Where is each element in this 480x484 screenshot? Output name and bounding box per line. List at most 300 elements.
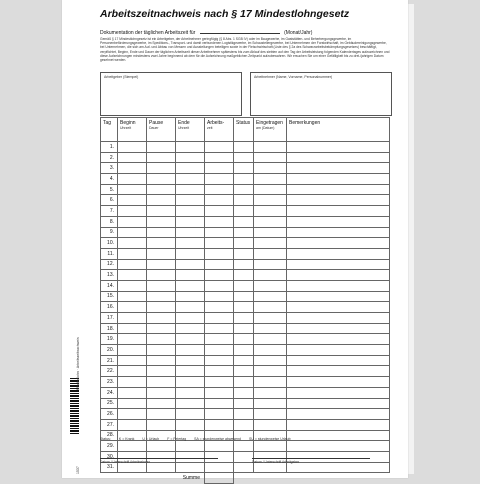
entry-cell[interactable] bbox=[254, 238, 287, 249]
entry-cell[interactable] bbox=[147, 355, 176, 366]
table-row bbox=[101, 323, 390, 334]
order-number: 1537 bbox=[76, 466, 80, 474]
entry-cell[interactable] bbox=[234, 227, 254, 238]
documentation-suffix: (Monat/Jahr) bbox=[284, 30, 313, 36]
entry-cell[interactable] bbox=[205, 377, 234, 388]
entry-cell[interactable] bbox=[254, 441, 287, 452]
employee-box-label: Arbeitnehmer (Name, Vorname, Personalnummer) bbox=[254, 75, 333, 79]
entry-cell[interactable] bbox=[205, 174, 234, 185]
day-number: 16. bbox=[101, 302, 118, 313]
entry-cell[interactable] bbox=[176, 206, 205, 217]
entry-cell[interactable] bbox=[254, 142, 287, 153]
entry-cell[interactable] bbox=[287, 174, 390, 185]
day-number: 12. bbox=[101, 259, 118, 270]
legend-item: SU = stundenweise Urlaub bbox=[248, 437, 291, 441]
entry-cell[interactable] bbox=[254, 195, 287, 206]
entry-cell[interactable] bbox=[176, 259, 205, 270]
entry-cell[interactable] bbox=[287, 366, 390, 377]
entry-cell[interactable] bbox=[287, 142, 390, 153]
employer-signature-line[interactable]: Datum / Unterschrift Arbeitgeber bbox=[252, 458, 370, 464]
entry-cell[interactable] bbox=[234, 409, 254, 420]
entry-cell[interactable] bbox=[118, 259, 147, 270]
entry-cell[interactable] bbox=[254, 323, 287, 334]
entry-cell[interactable] bbox=[254, 152, 287, 163]
entry-cell[interactable] bbox=[176, 195, 205, 206]
entry-cell[interactable] bbox=[234, 216, 254, 227]
entry-cell[interactable] bbox=[176, 441, 205, 452]
table-row bbox=[101, 302, 390, 313]
column-header bbox=[147, 118, 176, 142]
entry-cell[interactable] bbox=[147, 184, 176, 195]
day-number: 28. bbox=[101, 430, 118, 441]
entry-cell[interactable] bbox=[176, 270, 205, 281]
entry-cell[interactable] bbox=[205, 387, 234, 398]
entry-cell[interactable] bbox=[234, 163, 254, 174]
entry-cell[interactable] bbox=[147, 163, 176, 174]
entry-cell[interactable] bbox=[205, 366, 234, 377]
entry-cell[interactable] bbox=[118, 345, 147, 356]
entry-cell[interactable] bbox=[118, 334, 147, 345]
day-number: 5. bbox=[101, 184, 118, 195]
entry-cell[interactable] bbox=[205, 313, 234, 324]
entry-cell[interactable] bbox=[147, 142, 176, 153]
entry-cell[interactable] bbox=[234, 441, 254, 452]
entry-cell[interactable] bbox=[176, 238, 205, 249]
table-row bbox=[101, 345, 390, 356]
entry-cell[interactable] bbox=[147, 259, 176, 270]
column-header-label: Status bbox=[236, 120, 251, 126]
entry-cell[interactable] bbox=[147, 387, 176, 398]
day-number: 31. bbox=[101, 462, 118, 473]
entry-cell[interactable] bbox=[287, 398, 390, 409]
legend-item: F = Feiertag bbox=[167, 437, 187, 441]
entry-cell[interactable] bbox=[234, 377, 254, 388]
table-header-row bbox=[101, 118, 390, 142]
entry-cell[interactable] bbox=[287, 313, 390, 324]
table-row bbox=[101, 152, 390, 163]
entry-cell[interactable] bbox=[147, 238, 176, 249]
column-header-sub: Dauer bbox=[149, 126, 159, 130]
day-number: 3. bbox=[101, 163, 118, 174]
entry-cell[interactable] bbox=[254, 366, 287, 377]
entry-cell[interactable] bbox=[234, 195, 254, 206]
entry-cell[interactable] bbox=[147, 195, 176, 206]
sum-row bbox=[101, 473, 390, 484]
table-row bbox=[101, 313, 390, 324]
entry-cell[interactable] bbox=[147, 291, 176, 302]
entry-cell[interactable] bbox=[287, 163, 390, 174]
day-number: 8. bbox=[101, 216, 118, 227]
entry-cell[interactable] bbox=[287, 238, 390, 249]
entry-cell[interactable] bbox=[147, 419, 176, 430]
sum-cell[interactable] bbox=[205, 473, 234, 484]
entry-cell[interactable] bbox=[205, 345, 234, 356]
entry-cell[interactable] bbox=[254, 227, 287, 238]
entry-cell[interactable] bbox=[287, 334, 390, 345]
entry-cell[interactable] bbox=[205, 355, 234, 366]
day-number: 22. bbox=[101, 366, 118, 377]
day-number: 9. bbox=[101, 227, 118, 238]
entry-cell[interactable] bbox=[205, 291, 234, 302]
side-print-text: Mindestlohn · Arbeitszeitnachweis bbox=[76, 337, 80, 390]
entry-cell[interactable] bbox=[176, 184, 205, 195]
entry-cell[interactable] bbox=[287, 291, 390, 302]
entry-cell[interactable] bbox=[176, 291, 205, 302]
entry-cell[interactable] bbox=[147, 152, 176, 163]
day-number: 23. bbox=[101, 377, 118, 388]
entry-cell[interactable] bbox=[176, 366, 205, 377]
entry-cell[interactable] bbox=[287, 377, 390, 388]
column-header-sub: am (Datum) bbox=[256, 126, 275, 130]
legend-item: Status: bbox=[100, 437, 111, 441]
entry-cell[interactable] bbox=[147, 409, 176, 420]
entry-cell[interactable] bbox=[234, 323, 254, 334]
entry-cell[interactable] bbox=[118, 398, 147, 409]
table-row bbox=[101, 195, 390, 206]
entry-cell[interactable] bbox=[118, 248, 147, 259]
table-row bbox=[101, 398, 390, 409]
entry-cell[interactable] bbox=[176, 216, 205, 227]
entry-cell[interactable] bbox=[176, 302, 205, 313]
entry-cell[interactable] bbox=[287, 323, 390, 334]
entry-cell[interactable] bbox=[205, 195, 234, 206]
entry-cell[interactable] bbox=[205, 248, 234, 259]
entry-cell[interactable] bbox=[205, 334, 234, 345]
table-row bbox=[101, 270, 390, 281]
entry-cell[interactable] bbox=[147, 377, 176, 388]
employer-box[interactable] bbox=[100, 72, 242, 116]
entry-cell[interactable] bbox=[205, 441, 234, 452]
entry-cell[interactable] bbox=[118, 206, 147, 217]
entry-cell[interactable] bbox=[234, 419, 254, 430]
entry-cell[interactable] bbox=[287, 206, 390, 217]
entry-cell[interactable] bbox=[254, 419, 287, 430]
day-number: 30. bbox=[101, 451, 118, 462]
entry-cell[interactable] bbox=[254, 216, 287, 227]
entry-cell[interactable] bbox=[287, 409, 390, 420]
column-header-label: Pause bbox=[149, 120, 164, 126]
entry-cell[interactable] bbox=[118, 174, 147, 185]
day-number: 25. bbox=[101, 398, 118, 409]
entry-cell[interactable] bbox=[287, 270, 390, 281]
column-header-label: Beginn bbox=[120, 120, 136, 126]
entry-cell[interactable] bbox=[147, 174, 176, 185]
entry-cell[interactable] bbox=[118, 163, 147, 174]
entry-cell[interactable] bbox=[234, 184, 254, 195]
entry-cell[interactable] bbox=[287, 259, 390, 270]
entry-cell[interactable] bbox=[118, 387, 147, 398]
entry-cell[interactable] bbox=[176, 398, 205, 409]
entry-cell[interactable] bbox=[205, 152, 234, 163]
column-header-label: Ende bbox=[178, 120, 190, 126]
entry-cell[interactable] bbox=[118, 323, 147, 334]
column-header-sub: Uhrzeit bbox=[120, 126, 132, 130]
entry-cell[interactable] bbox=[147, 323, 176, 334]
entry-cell[interactable] bbox=[176, 174, 205, 185]
entry-cell[interactable] bbox=[287, 152, 390, 163]
documentation-line bbox=[100, 30, 390, 36]
entry-cell[interactable] bbox=[147, 366, 176, 377]
form-title: Arbeitszeitnachweis nach § 17 Mindestlohngesetz bbox=[100, 8, 350, 20]
column-header-label: Arbeits- bbox=[207, 120, 225, 126]
day-number: 26. bbox=[101, 409, 118, 420]
entry-cell[interactable] bbox=[205, 259, 234, 270]
entry-cell[interactable] bbox=[176, 355, 205, 366]
entry-cell[interactable] bbox=[176, 248, 205, 259]
day-number: 4. bbox=[101, 174, 118, 185]
entry-cell[interactable] bbox=[147, 270, 176, 281]
legend-item: K = Krank bbox=[118, 437, 135, 441]
table-row bbox=[101, 184, 390, 195]
entry-cell[interactable] bbox=[254, 206, 287, 217]
table-row bbox=[101, 238, 390, 249]
entry-cell[interactable] bbox=[118, 409, 147, 420]
day-number: 6. bbox=[101, 195, 118, 206]
entry-cell[interactable] bbox=[254, 377, 287, 388]
table-row bbox=[101, 227, 390, 238]
entry-cell[interactable] bbox=[147, 227, 176, 238]
entry-cell[interactable] bbox=[234, 270, 254, 281]
day-number: 13. bbox=[101, 270, 118, 281]
entry-cell[interactable] bbox=[234, 302, 254, 313]
entry-cell[interactable] bbox=[118, 441, 147, 452]
entry-cell[interactable] bbox=[254, 302, 287, 313]
entry-cell[interactable] bbox=[254, 387, 287, 398]
column-header bbox=[205, 118, 234, 142]
entry-cell[interactable] bbox=[254, 313, 287, 324]
entry-cell[interactable] bbox=[205, 419, 234, 430]
column-header-label: Bemerkungen bbox=[289, 120, 321, 126]
entry-cell[interactable] bbox=[234, 462, 254, 473]
entry-cell[interactable] bbox=[118, 184, 147, 195]
entry-cell[interactable] bbox=[176, 313, 205, 324]
table-row bbox=[101, 280, 390, 291]
entry-cell[interactable] bbox=[118, 302, 147, 313]
day-number: 7. bbox=[101, 206, 118, 217]
employee-box[interactable] bbox=[250, 72, 392, 116]
day-number: 21. bbox=[101, 355, 118, 366]
sum-label: Summe bbox=[182, 475, 200, 482]
entry-cell[interactable] bbox=[234, 451, 254, 462]
entry-cell[interactable] bbox=[205, 216, 234, 227]
entry-cell[interactable] bbox=[205, 280, 234, 291]
entry-cell[interactable] bbox=[287, 216, 390, 227]
entry-cell[interactable] bbox=[254, 291, 287, 302]
entry-cell[interactable] bbox=[254, 248, 287, 259]
documentation-prefix: Dokumentation der täglichen Arbeitszeit für bbox=[100, 30, 196, 36]
entry-cell[interactable] bbox=[234, 152, 254, 163]
entry-cell[interactable] bbox=[234, 280, 254, 291]
entry-cell[interactable] bbox=[147, 302, 176, 313]
entry-cell[interactable] bbox=[234, 398, 254, 409]
entry-cell[interactable] bbox=[118, 216, 147, 227]
entry-cell[interactable] bbox=[118, 227, 147, 238]
entry-cell[interactable] bbox=[147, 248, 176, 259]
entry-cell[interactable] bbox=[254, 270, 287, 281]
entry-cell[interactable] bbox=[147, 206, 176, 217]
day-number: 1. bbox=[101, 142, 118, 153]
entry-cell[interactable] bbox=[254, 163, 287, 174]
entry-cell[interactable] bbox=[176, 419, 205, 430]
entry-cell[interactable] bbox=[205, 142, 234, 153]
day-number: 29. bbox=[101, 441, 118, 452]
table-row bbox=[101, 409, 390, 420]
entry-cell[interactable] bbox=[205, 206, 234, 217]
month-year-field[interactable] bbox=[200, 33, 280, 34]
entry-cell[interactable] bbox=[254, 280, 287, 291]
entry-cell[interactable] bbox=[287, 345, 390, 356]
entry-cell[interactable] bbox=[176, 227, 205, 238]
table-row bbox=[101, 206, 390, 217]
entry-cell[interactable] bbox=[287, 419, 390, 430]
legend-item: U = Urlaub bbox=[142, 437, 160, 441]
entry-cell[interactable] bbox=[234, 355, 254, 366]
entry-cell[interactable] bbox=[254, 184, 287, 195]
column-header bbox=[287, 118, 390, 142]
column-header bbox=[254, 118, 287, 142]
entry-cell[interactable] bbox=[176, 280, 205, 291]
entry-cell[interactable] bbox=[118, 270, 147, 281]
entry-cell[interactable] bbox=[147, 441, 176, 452]
entry-cell[interactable] bbox=[287, 441, 390, 452]
day-number: 2. bbox=[101, 152, 118, 163]
entry-cell[interactable] bbox=[205, 302, 234, 313]
entry-cell[interactable] bbox=[234, 334, 254, 345]
entry-cell[interactable] bbox=[118, 152, 147, 163]
entry-cell[interactable] bbox=[147, 398, 176, 409]
entry-cell[interactable] bbox=[176, 345, 205, 356]
table-row bbox=[101, 174, 390, 185]
entry-cell[interactable] bbox=[147, 334, 176, 345]
entry-cell[interactable] bbox=[234, 206, 254, 217]
sum-row-blank bbox=[234, 473, 390, 484]
entry-cell[interactable] bbox=[176, 142, 205, 153]
entry-cell[interactable] bbox=[118, 238, 147, 249]
status-legend bbox=[100, 437, 390, 441]
day-number: 15. bbox=[101, 291, 118, 302]
table-row bbox=[101, 142, 390, 153]
entry-cell[interactable] bbox=[234, 387, 254, 398]
column-header bbox=[176, 118, 205, 142]
entry-cell[interactable] bbox=[234, 238, 254, 249]
entry-cell[interactable] bbox=[205, 238, 234, 249]
entry-cell[interactable] bbox=[205, 184, 234, 195]
entry-cell[interactable] bbox=[118, 280, 147, 291]
table-row bbox=[101, 355, 390, 366]
day-number: 19. bbox=[101, 334, 118, 345]
entry-cell[interactable] bbox=[176, 152, 205, 163]
intro-paragraph: Gemäß § 17 Mindestlohngesetz ist ein Arbeitgeber, der Arbeitnehmer geringfügig (§ 8 Abs. 1 SGB IV) oder im Baugewerbe, im Gaststätten- und Beherbergungsgewerbe, im Personenbeförderungsgewerbe, im Speditions-, Transport- und damit verbundenen Logistikgewerbe, im Schaustellergewerbe, bei Unternehmen der Forstwirtschaft, im Gebäudereinigungsgewerbe, bei Unternehmen, die sich am Auf- und Abbau von Messen und Ausstellungen beteiligen sowie in der Fleischwirtschaft (Liste des § 2a des Schwarzarbeitsbekämpfungsgesetzes) beschäftigt, verpflichtet, Beginn, Ende und Dauer der täglichen Arbeitszeit dieser Arbeitnehmer spätestens bis zum Ablauf des siebten auf den Tag der Arbeitsleistung folgenden Kalendertages aufzuzeichnen und diese Aufzeichnungen mindestens zwei Jahre beginnend ab dem für die Aufzeichnung maßgeblichen Zeitpunkt aufzubewahren. Wir ersuchen Sie um einer Gefälligkeit bis zu drei-/jahrigen Datum gesehnet werden. bbox=[100, 37, 390, 63]
entry-cell[interactable] bbox=[234, 313, 254, 324]
entry-cell[interactable] bbox=[118, 419, 147, 430]
entry-cell[interactable] bbox=[176, 323, 205, 334]
day-number: 18. bbox=[101, 323, 118, 334]
entry-cell[interactable] bbox=[176, 334, 205, 345]
table-row bbox=[101, 441, 390, 452]
entry-cell[interactable] bbox=[118, 142, 147, 153]
column-header bbox=[234, 118, 254, 142]
entry-cell[interactable] bbox=[176, 387, 205, 398]
table-row bbox=[101, 377, 390, 388]
employee-signature-line[interactable]: Datum / Unterschrift Arbeitnehmer bbox=[100, 458, 218, 464]
day-number: 20. bbox=[101, 345, 118, 356]
entry-cell[interactable] bbox=[205, 270, 234, 281]
entry-cell[interactable] bbox=[254, 334, 287, 345]
entry-cell[interactable] bbox=[234, 366, 254, 377]
entry-cell[interactable] bbox=[234, 174, 254, 185]
entry-cell[interactable] bbox=[287, 227, 390, 238]
entry-cell[interactable] bbox=[147, 216, 176, 227]
entry-cell[interactable] bbox=[147, 313, 176, 324]
entry-cell[interactable] bbox=[234, 259, 254, 270]
entry-cell[interactable] bbox=[287, 387, 390, 398]
entry-cell[interactable] bbox=[205, 409, 234, 420]
day-number: 17. bbox=[101, 313, 118, 324]
entry-cell[interactable] bbox=[287, 302, 390, 313]
entry-cell[interactable] bbox=[254, 355, 287, 366]
entry-cell[interactable] bbox=[118, 195, 147, 206]
entry-cell[interactable] bbox=[287, 248, 390, 259]
entry-cell[interactable] bbox=[254, 259, 287, 270]
entry-cell[interactable] bbox=[118, 355, 147, 366]
column-header-sub: Uhrzeit bbox=[178, 126, 190, 130]
entry-cell[interactable] bbox=[205, 227, 234, 238]
time-table bbox=[100, 117, 390, 484]
entry-cell[interactable] bbox=[147, 345, 176, 356]
entry-cell[interactable] bbox=[287, 280, 390, 291]
entry-cell[interactable] bbox=[118, 377, 147, 388]
day-number: 24. bbox=[101, 387, 118, 398]
entry-cell[interactable] bbox=[176, 377, 205, 388]
entry-cell[interactable] bbox=[118, 291, 147, 302]
entry-cell[interactable] bbox=[205, 398, 234, 409]
day-number: 11. bbox=[101, 248, 118, 259]
table-row bbox=[101, 259, 390, 270]
column-header-sub: zeit bbox=[207, 126, 213, 130]
entry-cell[interactable] bbox=[234, 248, 254, 259]
entry-cell[interactable] bbox=[287, 195, 390, 206]
entry-cell[interactable] bbox=[118, 313, 147, 324]
entry-cell[interactable] bbox=[287, 355, 390, 366]
column-header bbox=[118, 118, 147, 142]
entry-cell[interactable] bbox=[287, 184, 390, 195]
entry-cell[interactable] bbox=[254, 398, 287, 409]
table-row bbox=[101, 216, 390, 227]
entry-cell[interactable] bbox=[234, 291, 254, 302]
column-header bbox=[101, 118, 118, 142]
table-row bbox=[101, 334, 390, 345]
table-row bbox=[101, 163, 390, 174]
entry-cell[interactable] bbox=[176, 409, 205, 420]
table-row bbox=[101, 419, 390, 430]
entry-cell[interactable] bbox=[254, 345, 287, 356]
day-number: 10. bbox=[101, 238, 118, 249]
entry-cell[interactable] bbox=[205, 163, 234, 174]
table-row bbox=[101, 291, 390, 302]
entry-cell[interactable] bbox=[176, 163, 205, 174]
entry-cell[interactable] bbox=[118, 366, 147, 377]
entry-cell[interactable] bbox=[205, 323, 234, 334]
legend-item: SA = stundenweise abwesend bbox=[194, 437, 241, 441]
entry-cell[interactable] bbox=[234, 345, 254, 356]
entry-cell[interactable] bbox=[234, 142, 254, 153]
table-row bbox=[101, 248, 390, 259]
entry-cell[interactable] bbox=[254, 174, 287, 185]
table-row bbox=[101, 366, 390, 377]
table-row bbox=[101, 387, 390, 398]
entry-cell[interactable] bbox=[147, 280, 176, 291]
entry-cell[interactable] bbox=[254, 409, 287, 420]
